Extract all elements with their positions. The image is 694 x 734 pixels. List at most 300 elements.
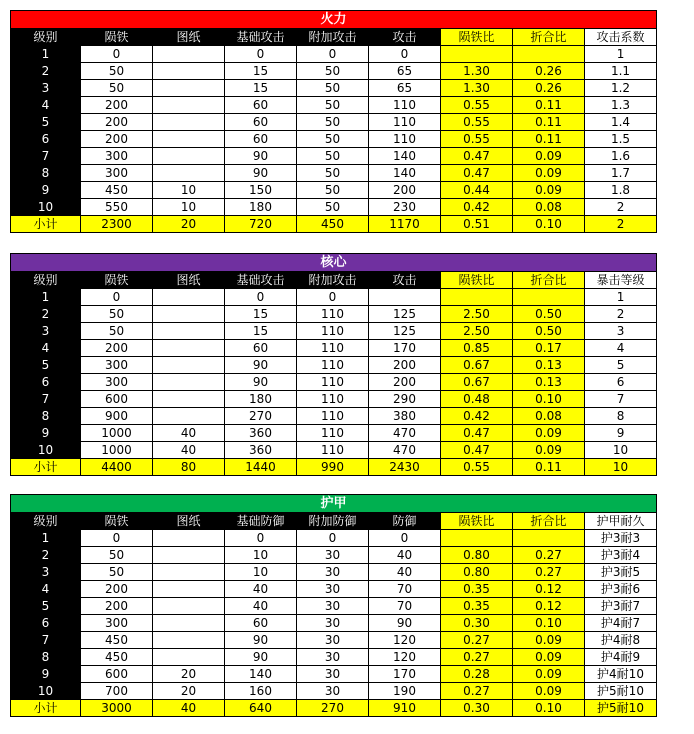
data-cell: 1.6 xyxy=(585,148,657,165)
data-cell: 110 xyxy=(297,391,369,408)
level-cell: 8 xyxy=(11,649,81,666)
data-cell: 300 xyxy=(81,357,153,374)
data-cell: 8 xyxy=(585,408,657,425)
data-cell: 30 xyxy=(297,649,369,666)
subtotal-cell: 3000 xyxy=(81,700,153,717)
subtotal-cell: 护5耐10 xyxy=(585,700,657,717)
data-cell: 50 xyxy=(81,306,153,323)
data-cell: 50 xyxy=(297,114,369,131)
data-cell: 0.08 xyxy=(513,199,585,216)
data-cell: 0.27 xyxy=(513,547,585,564)
column-header: 攻击 xyxy=(369,272,441,289)
data-cell: 0.09 xyxy=(513,649,585,666)
subtotal-cell: 0.30 xyxy=(441,700,513,717)
data-cell: 65 xyxy=(369,80,441,97)
data-cell: 0 xyxy=(225,46,297,63)
data-cell: 0.55 xyxy=(441,97,513,114)
data-cell: 0.80 xyxy=(441,547,513,564)
data-cell: 150 xyxy=(225,182,297,199)
column-header: 级别 xyxy=(11,29,81,46)
data-cell: 0 xyxy=(81,46,153,63)
table-row xyxy=(11,357,657,374)
data-cell: 40 xyxy=(369,547,441,564)
data-cell: 50 xyxy=(297,148,369,165)
data-cell: 0 xyxy=(297,289,369,306)
table-row xyxy=(11,581,657,598)
data-cell: 70 xyxy=(369,581,441,598)
data-cell: 0.09 xyxy=(513,148,585,165)
data-cell: 110 xyxy=(297,425,369,442)
section-title: 火力 xyxy=(11,11,657,29)
data-cell: 0.67 xyxy=(441,374,513,391)
table-row xyxy=(11,632,657,649)
data-cell xyxy=(153,289,225,306)
subtotal-cell: 990 xyxy=(297,459,369,476)
data-cell: 200 xyxy=(81,340,153,357)
data-cell: 90 xyxy=(225,148,297,165)
data-cell: 160 xyxy=(225,683,297,700)
data-cell: 50 xyxy=(81,80,153,97)
data-cell: 0.67 xyxy=(441,357,513,374)
armor-table xyxy=(10,494,657,717)
data-cell xyxy=(153,148,225,165)
data-cell: 2 xyxy=(585,199,657,216)
subtotal-row xyxy=(11,459,657,476)
data-cell: 60 xyxy=(225,114,297,131)
data-cell: 0.17 xyxy=(513,340,585,357)
data-cell: 0.09 xyxy=(513,683,585,700)
data-cell: 450 xyxy=(81,632,153,649)
data-cell: 护3耐3 xyxy=(585,530,657,547)
data-cell: 0.27 xyxy=(513,564,585,581)
data-cell: 0 xyxy=(81,530,153,547)
subtotal-cell: 2300 xyxy=(81,216,153,233)
column-header: 图纸 xyxy=(153,272,225,289)
data-cell: 30 xyxy=(297,632,369,649)
subtotal-cell: 20 xyxy=(153,216,225,233)
data-cell: 0.11 xyxy=(513,114,585,131)
level-cell: 5 xyxy=(11,114,81,131)
data-cell: 50 xyxy=(81,63,153,80)
data-cell: 120 xyxy=(369,632,441,649)
data-cell: 10 xyxy=(153,199,225,216)
data-cell: 0 xyxy=(297,530,369,547)
level-cell: 4 xyxy=(11,581,81,598)
subtotal-cell: 小计 xyxy=(11,700,81,717)
table-row xyxy=(11,182,657,199)
data-cell: 1.4 xyxy=(585,114,657,131)
data-cell: 50 xyxy=(297,80,369,97)
data-cell: 140 xyxy=(369,148,441,165)
data-cell: 200 xyxy=(369,357,441,374)
column-header: 陨铁比 xyxy=(441,29,513,46)
data-cell: 170 xyxy=(369,340,441,357)
data-cell: 2 xyxy=(585,306,657,323)
column-header: 陨铁比 xyxy=(441,272,513,289)
level-cell: 2 xyxy=(11,306,81,323)
data-cell: 200 xyxy=(81,131,153,148)
data-cell: 50 xyxy=(297,131,369,148)
data-cell: 200 xyxy=(369,182,441,199)
data-cell: 15 xyxy=(225,63,297,80)
column-header: 基础攻击 xyxy=(225,272,297,289)
data-cell: 50 xyxy=(81,323,153,340)
table-row xyxy=(11,165,657,182)
level-cell: 1 xyxy=(11,530,81,547)
data-cell: 470 xyxy=(369,442,441,459)
data-cell: 0 xyxy=(81,289,153,306)
data-cell: 0.47 xyxy=(441,442,513,459)
data-cell: 0.80 xyxy=(441,564,513,581)
data-cell: 90 xyxy=(225,357,297,374)
level-cell: 1 xyxy=(11,289,81,306)
subtotal-cell: 40 xyxy=(153,700,225,717)
data-cell: 65 xyxy=(369,63,441,80)
data-cell: 0.09 xyxy=(513,666,585,683)
level-cell: 5 xyxy=(11,598,81,615)
subtotal-cell: 小计 xyxy=(11,459,81,476)
data-cell: 30 xyxy=(297,564,369,581)
data-cell xyxy=(153,357,225,374)
column-header: 陨铁 xyxy=(81,272,153,289)
data-cell: 110 xyxy=(297,374,369,391)
subtotal-cell: 小计 xyxy=(11,216,81,233)
data-cell xyxy=(153,131,225,148)
data-cell: 90 xyxy=(225,374,297,391)
data-cell: 110 xyxy=(297,408,369,425)
data-cell: 1 xyxy=(585,46,657,63)
level-cell: 6 xyxy=(11,615,81,632)
data-cell: 1.3 xyxy=(585,97,657,114)
level-cell: 6 xyxy=(11,131,81,148)
subtotal-cell: 80 xyxy=(153,459,225,476)
level-cell: 3 xyxy=(11,564,81,581)
data-cell: 30 xyxy=(297,581,369,598)
data-cell: 0.47 xyxy=(441,165,513,182)
data-cell xyxy=(153,581,225,598)
data-cell: 360 xyxy=(225,425,297,442)
subtotal-cell: 720 xyxy=(225,216,297,233)
data-cell: 40 xyxy=(225,598,297,615)
data-cell: 30 xyxy=(297,683,369,700)
table-row xyxy=(11,683,657,700)
data-cell: 3 xyxy=(585,323,657,340)
level-cell: 8 xyxy=(11,165,81,182)
data-cell: 120 xyxy=(369,649,441,666)
data-cell: 0.13 xyxy=(513,357,585,374)
section-title: 护甲 xyxy=(11,495,657,513)
table-row xyxy=(11,666,657,683)
data-cell: 470 xyxy=(369,425,441,442)
subtotal-cell: 910 xyxy=(369,700,441,717)
subtotal-cell: 2430 xyxy=(369,459,441,476)
data-cell: 0.08 xyxy=(513,408,585,425)
data-cell: 15 xyxy=(225,80,297,97)
data-cell: 50 xyxy=(297,97,369,114)
data-cell: 1.1 xyxy=(585,63,657,80)
data-cell: 200 xyxy=(81,97,153,114)
data-cell: 0 xyxy=(225,530,297,547)
data-cell: 50 xyxy=(297,199,369,216)
column-header: 护甲耐久 xyxy=(585,513,657,530)
data-cell: 5 xyxy=(585,357,657,374)
data-cell: 0.11 xyxy=(513,131,585,148)
data-cell: 1000 xyxy=(81,425,153,442)
level-cell: 7 xyxy=(11,632,81,649)
data-cell: 110 xyxy=(369,131,441,148)
data-cell: 20 xyxy=(153,666,225,683)
data-cell: 0.09 xyxy=(513,442,585,459)
column-header: 附加防御 xyxy=(297,513,369,530)
data-cell: 140 xyxy=(369,165,441,182)
data-cell: 0.11 xyxy=(513,97,585,114)
table-row xyxy=(11,289,657,306)
subtotal-cell: 270 xyxy=(297,700,369,717)
data-cell: 2.50 xyxy=(441,306,513,323)
subtotal-row xyxy=(11,216,657,233)
data-cell: 200 xyxy=(81,581,153,598)
data-cell: 180 xyxy=(225,199,297,216)
column-header: 折合比 xyxy=(513,513,585,530)
data-cell xyxy=(153,391,225,408)
level-cell: 3 xyxy=(11,80,81,97)
column-header: 级别 xyxy=(11,272,81,289)
data-cell: 0.09 xyxy=(513,425,585,442)
column-header: 图纸 xyxy=(153,29,225,46)
data-cell xyxy=(153,547,225,564)
level-cell: 4 xyxy=(11,340,81,357)
data-cell: 0.12 xyxy=(513,598,585,615)
subtotal-row xyxy=(11,700,657,717)
data-cell: 0.09 xyxy=(513,182,585,199)
data-cell: 0.55 xyxy=(441,131,513,148)
column-header: 级别 xyxy=(11,513,81,530)
table-row xyxy=(11,391,657,408)
data-cell: 50 xyxy=(297,182,369,199)
data-cell: 600 xyxy=(81,391,153,408)
data-cell xyxy=(153,374,225,391)
data-cell xyxy=(513,530,585,547)
data-cell: 7 xyxy=(585,391,657,408)
table-row xyxy=(11,97,657,114)
data-cell: 0 xyxy=(297,46,369,63)
data-cell: 30 xyxy=(297,598,369,615)
table-row xyxy=(11,442,657,459)
level-cell: 9 xyxy=(11,425,81,442)
data-cell xyxy=(153,598,225,615)
level-cell: 8 xyxy=(11,408,81,425)
data-cell: 90 xyxy=(225,649,297,666)
data-cell: 360 xyxy=(225,442,297,459)
data-cell: 1.7 xyxy=(585,165,657,182)
data-cell: 20 xyxy=(153,683,225,700)
data-cell: 270 xyxy=(225,408,297,425)
column-header: 陨铁 xyxy=(81,513,153,530)
data-cell: 护3耐4 xyxy=(585,547,657,564)
data-cell xyxy=(153,323,225,340)
subtotal-cell: 0.10 xyxy=(513,216,585,233)
data-cell: 0.55 xyxy=(441,114,513,131)
data-cell: 0.35 xyxy=(441,581,513,598)
data-cell: 0.10 xyxy=(513,391,585,408)
data-cell: 110 xyxy=(369,114,441,131)
subtotal-cell: 4400 xyxy=(81,459,153,476)
data-cell xyxy=(153,408,225,425)
section-title: 核心 xyxy=(11,254,657,272)
subtotal-cell: 10 xyxy=(585,459,657,476)
data-cell: 50 xyxy=(297,165,369,182)
data-cell: 170 xyxy=(369,666,441,683)
data-cell: 0.44 xyxy=(441,182,513,199)
data-cell: 0.27 xyxy=(441,683,513,700)
subtotal-cell: 1170 xyxy=(369,216,441,233)
data-cell: 0.47 xyxy=(441,148,513,165)
data-cell: 450 xyxy=(81,182,153,199)
level-cell: 10 xyxy=(11,683,81,700)
data-cell: 50 xyxy=(297,63,369,80)
level-cell: 9 xyxy=(11,182,81,199)
level-cell: 9 xyxy=(11,666,81,683)
table-row xyxy=(11,615,657,632)
data-cell: 0 xyxy=(225,289,297,306)
data-cell: 110 xyxy=(297,306,369,323)
data-cell: 60 xyxy=(225,97,297,114)
data-cell: 1000 xyxy=(81,442,153,459)
data-cell: 30 xyxy=(297,547,369,564)
data-cell: 0.35 xyxy=(441,598,513,615)
level-cell: 1 xyxy=(11,46,81,63)
table-row xyxy=(11,199,657,216)
data-cell: 90 xyxy=(225,165,297,182)
data-cell: 550 xyxy=(81,199,153,216)
data-cell: 40 xyxy=(153,442,225,459)
data-cell: 180 xyxy=(225,391,297,408)
data-cell: 30 xyxy=(297,666,369,683)
data-cell: 1 xyxy=(585,289,657,306)
data-cell: 0.42 xyxy=(441,408,513,425)
data-cell: 190 xyxy=(369,683,441,700)
data-cell: 1.30 xyxy=(441,80,513,97)
data-cell: 30 xyxy=(297,615,369,632)
data-cell: 护3耐5 xyxy=(585,564,657,581)
data-cell xyxy=(153,97,225,114)
column-header: 攻击系数 xyxy=(585,29,657,46)
data-cell xyxy=(441,46,513,63)
data-cell: 0.09 xyxy=(513,165,585,182)
data-cell: 600 xyxy=(81,666,153,683)
data-cell: 10 xyxy=(225,564,297,581)
data-cell: 1.8 xyxy=(585,182,657,199)
data-cell xyxy=(513,46,585,63)
data-cell: 0.27 xyxy=(441,649,513,666)
column-header: 防御 xyxy=(369,513,441,530)
data-cell: 200 xyxy=(81,598,153,615)
data-cell: 0.09 xyxy=(513,632,585,649)
data-cell: 300 xyxy=(81,148,153,165)
data-cell: 300 xyxy=(81,374,153,391)
table-row xyxy=(11,649,657,666)
data-cell: 护4耐10 xyxy=(585,666,657,683)
data-cell: 60 xyxy=(225,615,297,632)
data-cell: 4 xyxy=(585,340,657,357)
data-cell: 10 xyxy=(585,442,657,459)
data-cell: 0.13 xyxy=(513,374,585,391)
level-cell: 10 xyxy=(11,199,81,216)
data-cell: 10 xyxy=(225,547,297,564)
level-cell: 7 xyxy=(11,148,81,165)
data-cell: 40 xyxy=(153,425,225,442)
subtotal-cell: 0.51 xyxy=(441,216,513,233)
level-cell: 10 xyxy=(11,442,81,459)
data-cell: 60 xyxy=(225,340,297,357)
data-cell: 6 xyxy=(585,374,657,391)
data-cell: 15 xyxy=(225,323,297,340)
level-cell: 2 xyxy=(11,547,81,564)
data-cell: 1.5 xyxy=(585,131,657,148)
data-cell: 50 xyxy=(81,564,153,581)
table-row xyxy=(11,598,657,615)
table-row xyxy=(11,131,657,148)
subtotal-cell: 1440 xyxy=(225,459,297,476)
column-header: 陨铁比 xyxy=(441,513,513,530)
table-row xyxy=(11,425,657,442)
subtotal-cell: 640 xyxy=(225,700,297,717)
data-cell: 护3耐6 xyxy=(585,581,657,598)
table-row xyxy=(11,564,657,581)
table-row xyxy=(11,148,657,165)
data-cell: 1.30 xyxy=(441,63,513,80)
data-cell: 70 xyxy=(369,598,441,615)
table-row xyxy=(11,547,657,564)
data-cell: 700 xyxy=(81,683,153,700)
data-cell: 0 xyxy=(369,530,441,547)
data-cell: 0.47 xyxy=(441,425,513,442)
data-cell: 0.27 xyxy=(441,632,513,649)
data-cell: 125 xyxy=(369,306,441,323)
data-cell xyxy=(441,289,513,306)
column-header: 基础攻击 xyxy=(225,29,297,46)
data-cell: 0.42 xyxy=(441,199,513,216)
data-cell xyxy=(153,306,225,323)
level-cell: 2 xyxy=(11,63,81,80)
column-header: 附加攻击 xyxy=(297,272,369,289)
data-cell xyxy=(153,114,225,131)
data-cell: 90 xyxy=(369,615,441,632)
data-cell xyxy=(153,564,225,581)
firepower-table xyxy=(10,10,657,233)
data-cell: 125 xyxy=(369,323,441,340)
data-cell xyxy=(441,530,513,547)
data-cell: 900 xyxy=(81,408,153,425)
subtotal-cell: 0.10 xyxy=(513,700,585,717)
table-row xyxy=(11,46,657,63)
subtotal-cell: 0.55 xyxy=(441,459,513,476)
table-row xyxy=(11,306,657,323)
data-cell: 40 xyxy=(225,581,297,598)
column-header: 折合比 xyxy=(513,272,585,289)
table-row xyxy=(11,114,657,131)
level-cell: 3 xyxy=(11,323,81,340)
data-cell: 110 xyxy=(369,97,441,114)
level-cell: 6 xyxy=(11,374,81,391)
data-cell: 护4耐7 xyxy=(585,615,657,632)
data-cell xyxy=(369,289,441,306)
data-cell: 60 xyxy=(225,131,297,148)
data-cell: 护3耐7 xyxy=(585,598,657,615)
column-header: 图纸 xyxy=(153,513,225,530)
data-cell xyxy=(153,340,225,357)
data-cell: 0.28 xyxy=(441,666,513,683)
